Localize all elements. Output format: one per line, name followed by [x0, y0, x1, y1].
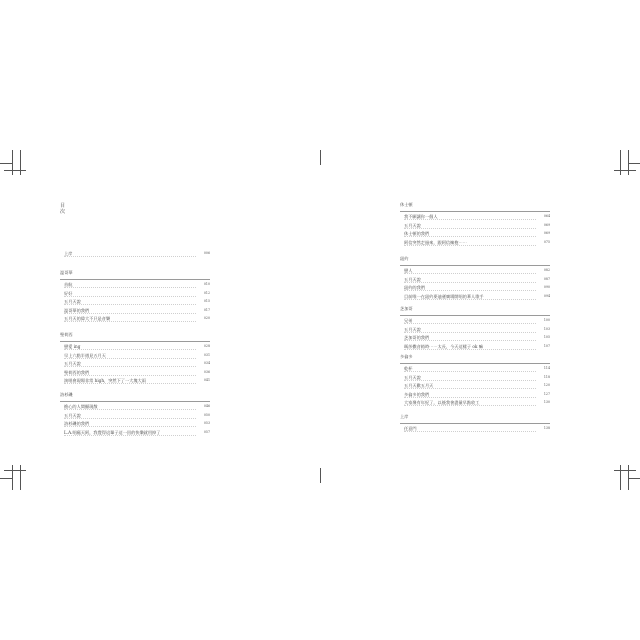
section-heading: 多倫多	[400, 354, 413, 359]
toc-entry[interactable]	[64, 420, 210, 427]
toc-entry-title: 休士頓的我們	[404, 231, 430, 237]
toc-entry[interactable]	[64, 377, 210, 384]
toc-entry-page-number: 094	[543, 293, 550, 298]
crop-mark	[620, 465, 621, 490]
section-divider	[400, 363, 550, 364]
toc-entry-title: L.A.唱瘋天阿，我覺得這輩子這一回的快樂就用掉了	[64, 429, 161, 435]
toc-entry[interactable]	[404, 267, 550, 274]
toc-entry-leader	[64, 418, 196, 419]
toc-entry-leader	[404, 405, 536, 406]
toc-entry[interactable]	[64, 360, 210, 367]
toc-entry-title: 洛杉磯的我們	[64, 421, 90, 427]
toc-entry[interactable]	[404, 399, 550, 406]
toc-entry-page-number: 138	[543, 426, 550, 430]
toc-entry-page-number: 130	[543, 400, 550, 405]
toc-entry-page-number: 069	[543, 231, 550, 236]
toc-entry-page-number: 028	[203, 344, 210, 348]
toc-entry-title: 阿信突然走過來，跟阿信擁抱⋯⋯	[404, 239, 467, 245]
toc-entry[interactable]	[64, 250, 210, 257]
crop-mark	[614, 170, 636, 171]
toc-entry-page-number: 082	[543, 268, 550, 272]
crop-mark	[20, 465, 21, 490]
toc-entry[interactable]	[64, 343, 210, 350]
toc-entry[interactable]	[404, 239, 550, 246]
toc-entry-title: 紐約的我們	[404, 285, 425, 291]
toc-entry[interactable]	[64, 429, 210, 436]
toc-entry-leader	[64, 349, 196, 350]
toc-entry-title: 戀人	[404, 268, 413, 273]
toc-entry-leader	[64, 296, 196, 297]
toc-entry-page-number: 075	[543, 239, 550, 244]
section-divider	[400, 315, 550, 316]
crop-mark	[320, 468, 321, 483]
section-divider	[400, 211, 550, 212]
section-heading: 聖荷西	[60, 332, 73, 337]
toc-entry-leader	[404, 380, 536, 381]
toc-entry[interactable]	[404, 374, 550, 381]
toc-entry-leader	[404, 332, 536, 333]
toc-entry-leader	[64, 366, 196, 367]
toc-entry-title: 五月天說	[64, 361, 81, 367]
crop-mark	[614, 470, 636, 471]
toc-entry-page-number: 114	[543, 366, 550, 370]
toc-entry[interactable]	[404, 284, 550, 291]
crop-mark	[0, 478, 12, 479]
toc-entry-title: 兄弟	[404, 318, 413, 323]
toc-entry-page-number: 017	[203, 307, 210, 312]
toc-entry[interactable]	[404, 425, 550, 432]
crop-mark	[320, 150, 321, 165]
toc-entry-leader	[404, 349, 536, 350]
section-divider	[400, 265, 550, 266]
toc-entry-page-number: 087	[543, 276, 550, 281]
toc-entry-page-number: 090	[543, 285, 550, 290]
toc-entry-leader	[404, 431, 536, 432]
section-heading: 芝加哥	[400, 306, 413, 311]
toc-entry-page-number: 053	[203, 421, 210, 426]
toc-entry-leader	[64, 426, 196, 427]
toc-entry-leader	[64, 287, 196, 288]
crop-mark	[20, 150, 21, 175]
toc-entry-page-number: 057	[203, 429, 210, 434]
toc-entry-title: 五月天歡五月天	[404, 383, 434, 389]
toc-entry[interactable]	[64, 298, 210, 305]
toc-entry[interactable]	[64, 352, 210, 359]
toc-entry-leader	[404, 371, 536, 372]
toc-entry-leader	[404, 290, 536, 291]
toc-entry-title: 演唱會現場非常 high，突然下了一大塊大雨	[64, 378, 146, 384]
toc-entry-title: 多倫多的我們	[404, 391, 430, 397]
toc-entry-page-number: 103	[543, 326, 550, 331]
toc-entry-leader	[64, 358, 196, 359]
toc-entry[interactable]	[404, 213, 550, 220]
toc-entry-leader	[404, 299, 536, 300]
toc-entry-page-number: 010	[203, 282, 210, 286]
toc-entry-title: 五月天的偉大不只是音樂	[64, 316, 111, 322]
toc-entry[interactable]	[404, 391, 550, 398]
toc-entry-page-number: 100	[543, 318, 550, 322]
section-divider	[60, 341, 210, 342]
section-heading: 溫哥華	[60, 270, 73, 275]
toc-entry[interactable]	[64, 315, 210, 322]
toc-entry-leader	[404, 340, 536, 341]
toc-entry-page-number: 006	[203, 251, 210, 255]
toc-entry-title: 目前唯一在紐約麥迪遜廣場開唱的華人歌手	[404, 293, 484, 299]
toc-entry-title: 大家聚有年紀了，以後我會盡量早點收工	[404, 400, 480, 406]
crop-mark	[12, 150, 13, 175]
toc-entry-leader	[64, 375, 196, 376]
toc-entry-title: 溫哥華的我們	[64, 307, 90, 313]
crop-mark	[628, 478, 640, 479]
toc-entry-leader	[404, 397, 536, 398]
toc-entry-title: 好好	[64, 290, 73, 296]
toc-entry-page-number: 069	[543, 222, 550, 227]
toc-entry[interactable]	[64, 307, 210, 314]
toc-entry-page-number: 012	[203, 290, 210, 295]
toc-entry-page-number: 015	[203, 299, 210, 304]
section-divider	[400, 423, 550, 424]
toc-entry-title: 五月天說	[404, 374, 421, 380]
toc-entry-title: 我不願讓你一個人	[404, 214, 438, 219]
toc-entry-title: 首航	[64, 282, 73, 287]
toc-entry-leader	[64, 409, 196, 410]
toc-entry[interactable]	[404, 382, 550, 389]
toc-entry-title: 瑪莎撒音箱時⋯⋯太長，今天這樣子 ok 嘛	[404, 343, 483, 349]
section-divider	[60, 279, 210, 280]
toc-entry-leader	[404, 219, 536, 220]
toc-entry-page-number: 120	[543, 383, 550, 388]
toc-entry[interactable]	[64, 369, 210, 376]
toc-entry[interactable]	[404, 293, 550, 300]
toc-entry-leader	[404, 282, 536, 283]
toc-entry[interactable]	[64, 290, 210, 297]
toc-entry-leader	[64, 304, 196, 305]
toc-entry-title: 上岸	[64, 251, 73, 256]
toc-entry-page-number: 036	[203, 369, 210, 374]
crop-mark	[4, 170, 26, 171]
crop-mark	[620, 150, 621, 175]
toc-entry[interactable]	[404, 365, 550, 372]
section-heading: 休士頓	[400, 202, 413, 207]
toc-title: 目次	[60, 203, 66, 215]
toc-entry-leader	[404, 228, 536, 229]
toc-entry[interactable]	[404, 326, 550, 333]
toc-entry-page-number: 046	[203, 404, 210, 408]
toc-entry-title: 早上六點半遇見五月天	[64, 352, 106, 358]
toc-entry-title: 五月天說	[64, 412, 81, 418]
toc-entry-page-number: 107	[543, 343, 550, 348]
toc-entry-page-number: 050	[203, 412, 210, 417]
toc-entry-title: 擔心的人間顯現散	[64, 404, 98, 409]
toc-entry[interactable]	[64, 412, 210, 419]
toc-entry-title: 芝加哥的我們	[404, 335, 430, 341]
toc-entry-leader	[404, 273, 536, 274]
toc-entry-leader	[64, 313, 196, 314]
toc-entry[interactable]	[404, 222, 550, 229]
crop-mark	[0, 163, 12, 164]
toc-entry[interactable]	[404, 317, 550, 324]
toc-entry-page-number: 105	[543, 335, 550, 340]
toc-entry-title: 任意門	[404, 426, 417, 431]
toc-entry[interactable]	[64, 403, 210, 410]
toc-entry[interactable]	[404, 230, 550, 237]
toc-entry-leader	[404, 388, 536, 389]
toc-entry-title: 五月天說	[404, 326, 421, 332]
section-divider	[60, 401, 210, 402]
toc-entry[interactable]	[404, 334, 550, 341]
crop-mark	[4, 470, 26, 471]
toc-entry-page-number: 041	[203, 378, 210, 383]
section-heading: 洛杉磯	[60, 392, 73, 397]
toc-entry-page-number: 064	[543, 214, 550, 218]
toc-entry-title: 五月天說	[404, 222, 421, 228]
toc-entry-title: 五月天說	[404, 276, 421, 282]
toc-entry-leader	[64, 383, 196, 384]
toc-entry-leader	[404, 236, 536, 237]
crop-mark	[628, 163, 640, 164]
toc-entry[interactable]	[404, 343, 550, 350]
toc-entry-leader	[64, 256, 196, 257]
toc-entry-leader	[404, 245, 536, 246]
toc-entry[interactable]	[404, 276, 550, 283]
section-heading: 紐約	[400, 256, 409, 261]
toc-entry-title: 乾杯	[404, 366, 413, 371]
toc-entry-title: 五月天說	[64, 299, 81, 305]
toc-entry-page-number: 118	[543, 374, 550, 379]
toc-entry-leader	[64, 435, 196, 436]
toc-entry[interactable]	[64, 281, 210, 288]
section-heading: 上岸	[400, 414, 409, 419]
toc-entry-page-number: 031	[203, 352, 210, 357]
toc-entry-title: 戀愛 ing	[64, 344, 81, 349]
toc-entry-title: 聖荷西的我們	[64, 369, 90, 375]
toc-entry-page-number: 127	[543, 391, 550, 396]
toc-entry-page-number: 020	[203, 316, 210, 321]
toc-entry-leader	[64, 321, 196, 322]
toc-entry-page-number: 034	[203, 361, 210, 366]
toc-entry-leader	[404, 323, 536, 324]
crop-mark	[12, 465, 13, 490]
